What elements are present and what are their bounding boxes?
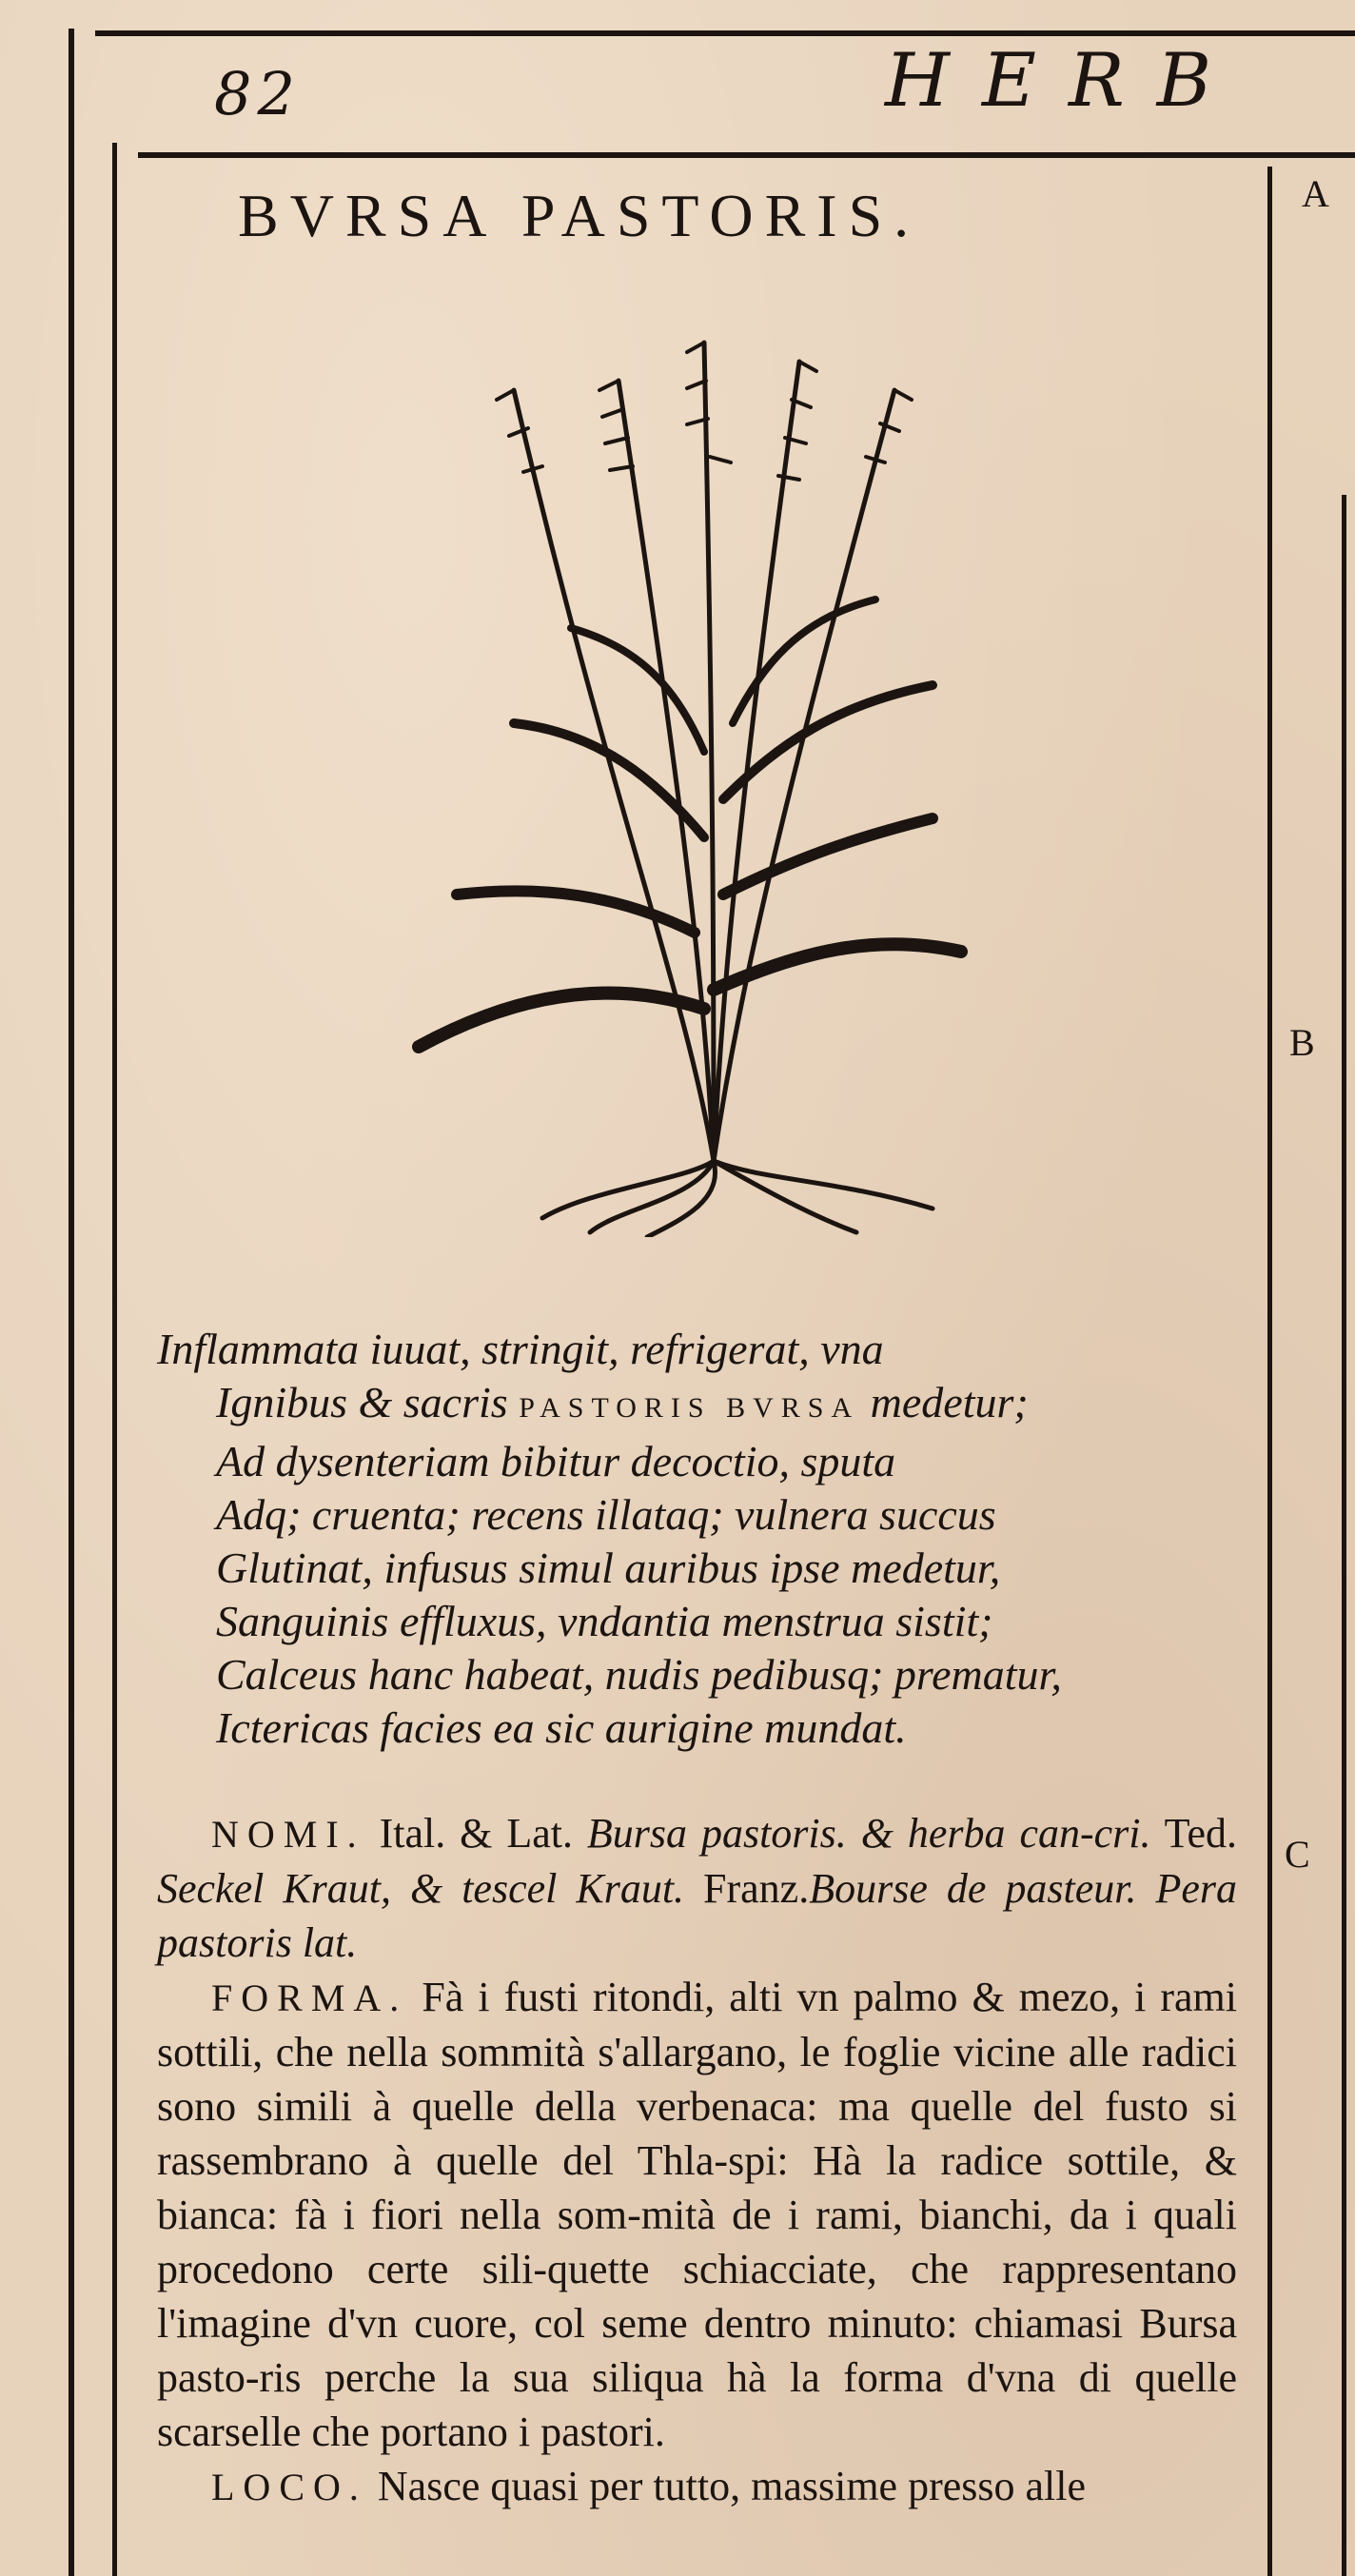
body-text: [157, 1806, 1237, 2514]
loco-paragraph: [157, 2459, 1237, 2514]
nomi-text-2: Bursa pastoris. & herba can-cri.: [586, 1810, 1151, 1857]
verse-line-2-smallcaps: PASTORIS BVRSA: [519, 1392, 860, 1424]
nomi-text-6: Bourse de pasteur. Pera pastoris lat.: [157, 1865, 1237, 1966]
right-column-rule: [1267, 167, 1272, 2576]
inner-left-rule: [112, 143, 117, 2576]
margin-letter-c: C: [1285, 1833, 1310, 1876]
verse-line-2-start: Ignibus & sacris: [216, 1378, 508, 1426]
nomi-text-4: Seckel Kraut, & tescel Kraut.: [157, 1865, 685, 1912]
verse-line-8: Ictericas facies ea sic aurigine mundat.: [216, 1703, 907, 1752]
verse-line-2: [157, 1376, 1251, 1435]
forma-text: Fà i fusti ritondi, alti vn palmo & mezo, i rami sottili, che nella sommità s'allargano, le foglie vicine alle radici sono simili à quelle della verbenaca: ma quelle del fusto si rassembrano à quelle del Thla-spi: Hà la radice sottile, & bianca: fà i fiori nella som-mità de i rami, bianchi, da i quali procedono certe sili-quette schiacciate, che rappresentano l'imagine d'vn cuore, col seme dentro minuto: chiamasi Bursa pasto-ris perche la sua siliqua hà la forma d'vna di quelle scarselle che portano i pastori.: [157, 1974, 1238, 2455]
forma-label: FORMA.: [211, 1976, 408, 2019]
verse-line-6: Sanguinis effluxus, vndantia menstrua sistit;: [216, 1597, 993, 1645]
margin-letter-a: A: [1302, 172, 1329, 215]
top-rule: [95, 30, 1355, 36]
verse-line-2-end: medetur;: [870, 1378, 1029, 1426]
nomi-text-1: Ital. & Lat.: [379, 1810, 573, 1857]
running-title: HERB: [885, 38, 1245, 124]
loco-label: LOCO.: [211, 2466, 367, 2508]
margin-letter-b: B: [1289, 1021, 1315, 1064]
outer-left-rule: [69, 29, 74, 2576]
forma-paragraph: [157, 1970, 1237, 2459]
verse-line-4: Adq; cruenta; recens illataq; vulnera succus: [216, 1490, 996, 1539]
nomi-text-3: Ted.: [1164, 1810, 1237, 1857]
loco-text: Nasce quasi per tutto, massime presso alle: [377, 2463, 1087, 2509]
header-rule: [138, 152, 1355, 158]
far-right-rule: [1342, 495, 1346, 2576]
nomi-text-5: Franz.: [703, 1865, 810, 1912]
page-number: 82: [214, 59, 301, 128]
verse-line-3: Ad dysenteriam bibitur decoctio, sputa: [216, 1437, 896, 1485]
plant-title: BVRSA PASTORIS.: [238, 182, 921, 249]
nomi-paragraph: [157, 1806, 1237, 1970]
shepherds-purse-woodcut-icon: [400, 324, 990, 1237]
verse-line-7: Calceus hanc habeat, nudis pedibusq; prematur,: [216, 1650, 1062, 1699]
latin-verse: [157, 1323, 1251, 1755]
nomi-label: NOMI.: [211, 1813, 365, 1856]
verse-line-1: Inflammata iuuat, stringit, refrigerat, vna: [157, 1325, 884, 1373]
verse-line-5: Glutinat, infusus simul auribus ipse medetur,: [216, 1544, 1001, 1592]
